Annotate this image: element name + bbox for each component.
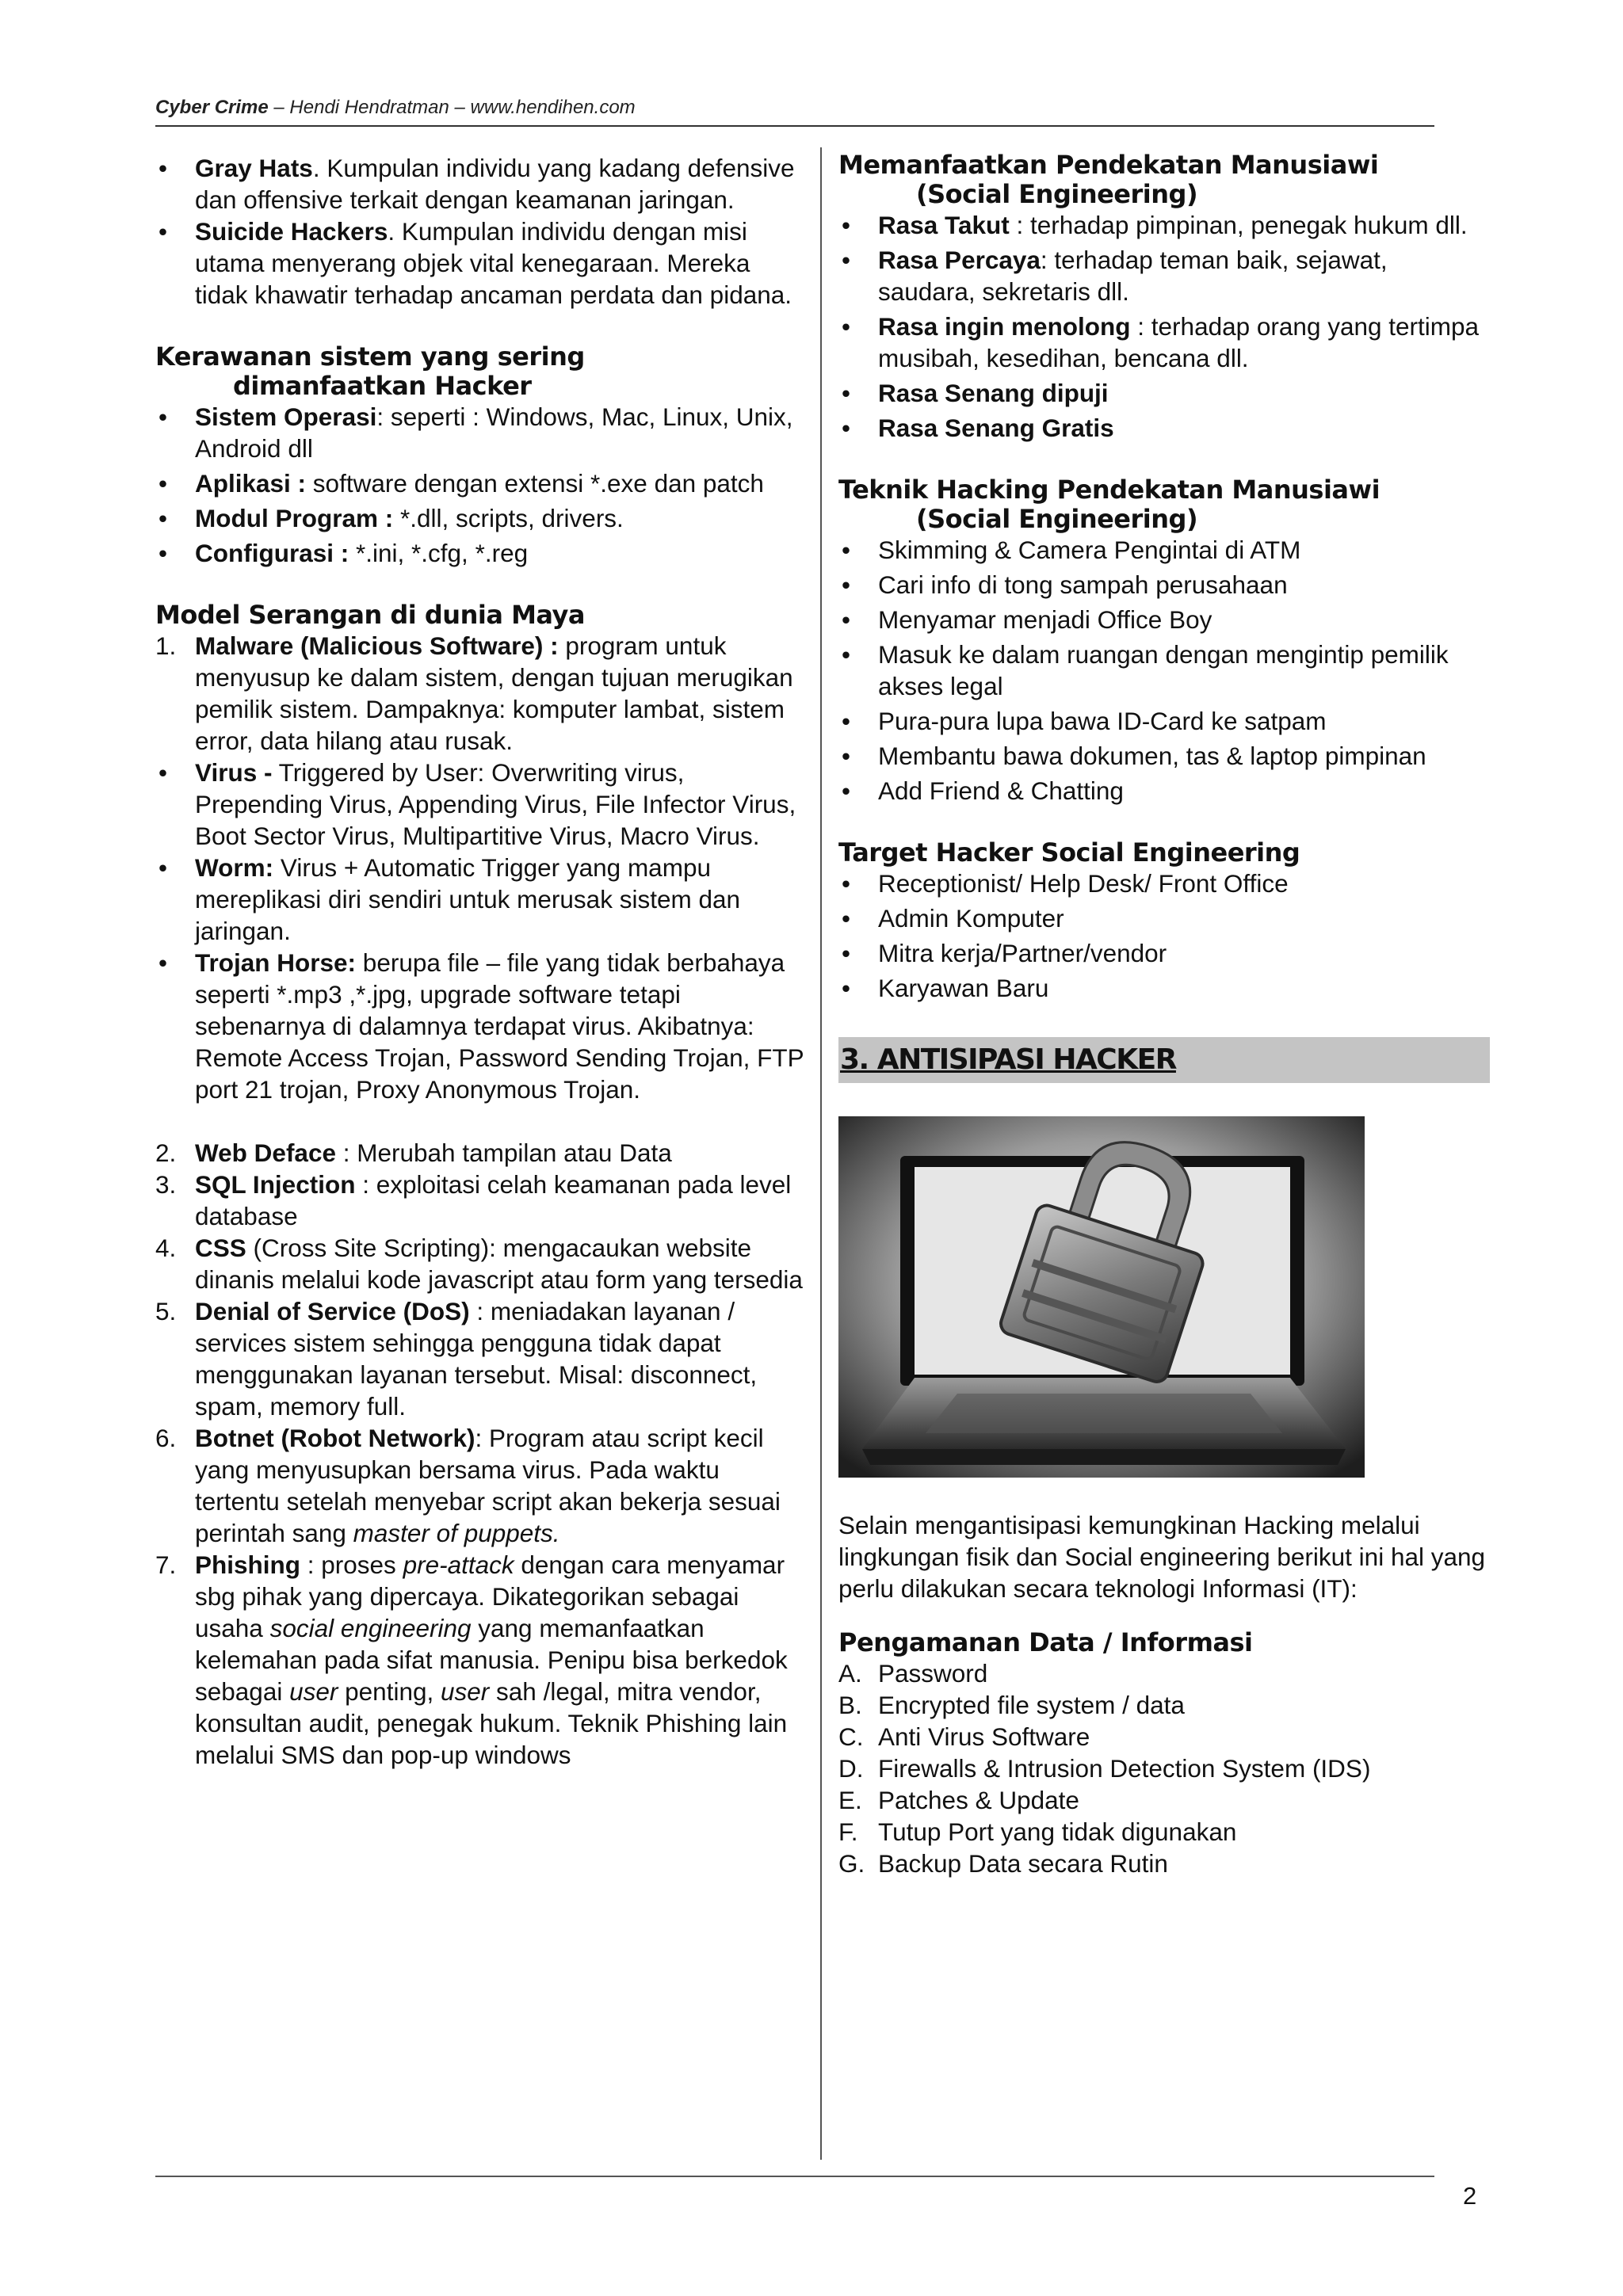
list-item: G. Backup Data secara Rutin — [838, 1849, 1168, 1878]
list-item: • Gray Hats. Kumpulan individu yang kadang defensive dan offensive terkait dengan keamanan jaringan. — [155, 152, 805, 215]
list-item: 3. SQL Injection : exploitasi celah keamanan pada level database — [155, 1170, 792, 1230]
list-item: • Rasa Percaya: terhadap teman baik, sejawat, saudara, sekretaris dll. — [838, 244, 1490, 307]
target-hacker-list — [838, 868, 1490, 1004]
page-header — [155, 97, 1434, 127]
padlock-laptop-image — [838, 1116, 1365, 1478]
section-title-target-hacker: Target Hacker Social Engineering — [838, 837, 1300, 868]
list-item: • Suicide Hackers. Kumpulan individu dengan misi utama menyerang objek vital kenegaraan. Mereka tidak khawatir terhadap ancaman perdata dan pidana. — [155, 215, 805, 311]
list-item: 7. Phishing : proses pre-attack dengan cara menyamar sbg pihak yang dipercaya. Dikategorikan sebagai usaha social engineering yang memanfaatkan kelemahan pada sifat manusia. Penipu bisa berkedok sebagai user penting, user sah /legal, mitra vendor, konsultan audit, penegak hukum. Teknik Phishing lain melalui SMS dan pop-up windows — [155, 1550, 788, 1769]
list-item: A. Password — [838, 1659, 988, 1688]
list-item: • Rasa Takut : terhadap pimpinan, penegak hukum dll. — [838, 209, 1490, 241]
section-title-teknik-hacking: Teknik Hacking Pendekatan Manusiawi (Social Engineering) — [838, 475, 1381, 534]
list-item: • Rasa ingin menolong : terhadap orang yang tertimpa musibah, kesedihan, bencana dll. — [838, 311, 1490, 374]
model-serangan-list — [155, 630, 805, 757]
list-item: • Mitra kerja/Partner/vendor — [838, 937, 1490, 969]
list-item: • Receptionist/ Help Desk/ Front Office — [838, 868, 1490, 899]
list-item: • Membantu bawa dokumen, tas & laptop pimpinan — [838, 740, 1490, 772]
list-item: E. Patches & Update — [838, 1786, 1079, 1814]
list-item: • Cari info di tong sampah perusahaan — [838, 569, 1490, 601]
model-serangan-list-cont — [155, 1137, 805, 1771]
list-item: B. Encrypted file system / data — [838, 1691, 1185, 1719]
list-item: • Pura-pura lupa bawa ID-Card ke satpam — [838, 705, 1490, 737]
right-column — [838, 151, 1490, 1879]
pengamanan-list — [838, 1657, 1490, 1879]
list-item: 6. Botnet (Robot Network): Program atau script kecil yang menyusupkan bersama virus. Pada waktu tertentu setelah menyebar script akan bekerja sesuai perintah sang master of puppets. — [155, 1424, 781, 1547]
section-title-model-serangan: Model Serangan di dunia Maya — [155, 600, 585, 630]
list-item: 5. Denial of Service (DoS) : meniadakan layanan / services sistem sehingga pengguna tidak dapat menggunakan layanan tersebut. Misal: disconnect, spam, memory full. — [155, 1297, 758, 1421]
list-item: 1. Malware (Malicious Software) : program untuk menyusup ke dalam sistem, dengan tujuan merugikan pemilik sistem. Dampaknya: komputer lambat, sistem error, data hilang atau rusak. — [155, 631, 793, 755]
section-banner-antisipasi: 3. ANTISIPASI HACKER — [838, 1037, 1490, 1083]
page-number: 2 — [1463, 2182, 1477, 2210]
list-item: • Rasa Senang dipuji — [838, 377, 1490, 409]
list-item: • Add Friend & Chatting — [838, 775, 1490, 807]
section-title-pengamanan: Pengamanan Data / Informasi — [838, 1627, 1253, 1657]
list-item: • Karyawan Baru — [838, 972, 1490, 1004]
section-title-memanfaatkan: Memanfaatkan Pendekatan Manusiawi (Social Engineering) — [838, 150, 1379, 209]
teknik-hacking-list — [838, 534, 1490, 807]
hacker-types-list — [155, 152, 805, 311]
list-item: • Sistem Operasi: seperti : Windows, Mac, Linux, Unix, Android dll — [155, 401, 805, 464]
list-item: • Worm: Virus + Automatic Trigger yang mampu mereplikasi diri sendiri untuk merusak sistem dan jaringan. — [155, 852, 805, 947]
kerawanan-list — [155, 401, 805, 569]
list-item: • Modul Program : *.dll, scripts, drivers. — [155, 502, 805, 534]
column-divider — [820, 147, 822, 2160]
list-item: • Trojan Horse: berupa file – file yang tidak berbahaya seperti *.mp3 ,*.jpg, upgrade software tetapi sebenarnya di dalamnya terdapat virus. Akibatnya: Remote Access Trojan, Password Sending Trojan, FTP port 21 trojan, Proxy Anonymous Trojan. — [155, 947, 805, 1105]
list-item: • Masuk ke dalam ruangan dengan mengintip pemilik akses legal — [838, 639, 1490, 702]
memanfaatkan-list — [838, 209, 1490, 444]
antisipasi-paragraph: Selain mengantisipasi kemungkinan Hacking melalui lingkungan fisik dan Social engineering berikut ini hal yang perlu dilakukan secara teknologi Informasi (IT): — [838, 1511, 1486, 1603]
section-title-kerawanan: Kerawanan sistem yang sering dimanfaatkan Hacker — [155, 341, 585, 401]
list-item: • Menyamar menjadi Office Boy — [838, 604, 1490, 635]
list-item: F. Tutup Port yang tidak digunakan — [838, 1817, 1237, 1846]
list-item: • Configurasi : *.ini, *.cfg, *.reg — [155, 537, 805, 569]
header-author: – Hendi Hendratman – www.hendihen.com — [268, 97, 636, 118]
list-item: • Rasa Senang Gratis — [838, 412, 1490, 444]
list-item: • Virus - Triggered by User: Overwriting virus, Prepending Virus, Appending Virus, File Infector Virus, Boot Sector Virus, Multipartitive Virus, Macro Virus. — [155, 757, 805, 852]
list-item: • Admin Komputer — [838, 902, 1490, 934]
footer-divider — [155, 2176, 1434, 2177]
list-item: • Skimming & Camera Pengintai di ATM — [838, 534, 1490, 566]
list-item: 4. CSS (Cross Site Scripting): mengacaukan website dinanis melalui kode javascript atau form yang tersedia — [155, 1234, 803, 1294]
list-item: C. Anti Virus Software — [838, 1722, 1090, 1751]
list-item: • Aplikasi : software dengan extensi *.exe dan patch — [155, 467, 805, 499]
left-column — [155, 152, 805, 1771]
malware-sub-list — [155, 757, 805, 1105]
header-title: Cyber Crime — [155, 97, 269, 118]
list-item: 2. Web Deface : Merubah tampilan atau Data — [155, 1138, 672, 1167]
list-item: D. Firewalls & Intrusion Detection System (IDS) — [838, 1754, 1371, 1783]
